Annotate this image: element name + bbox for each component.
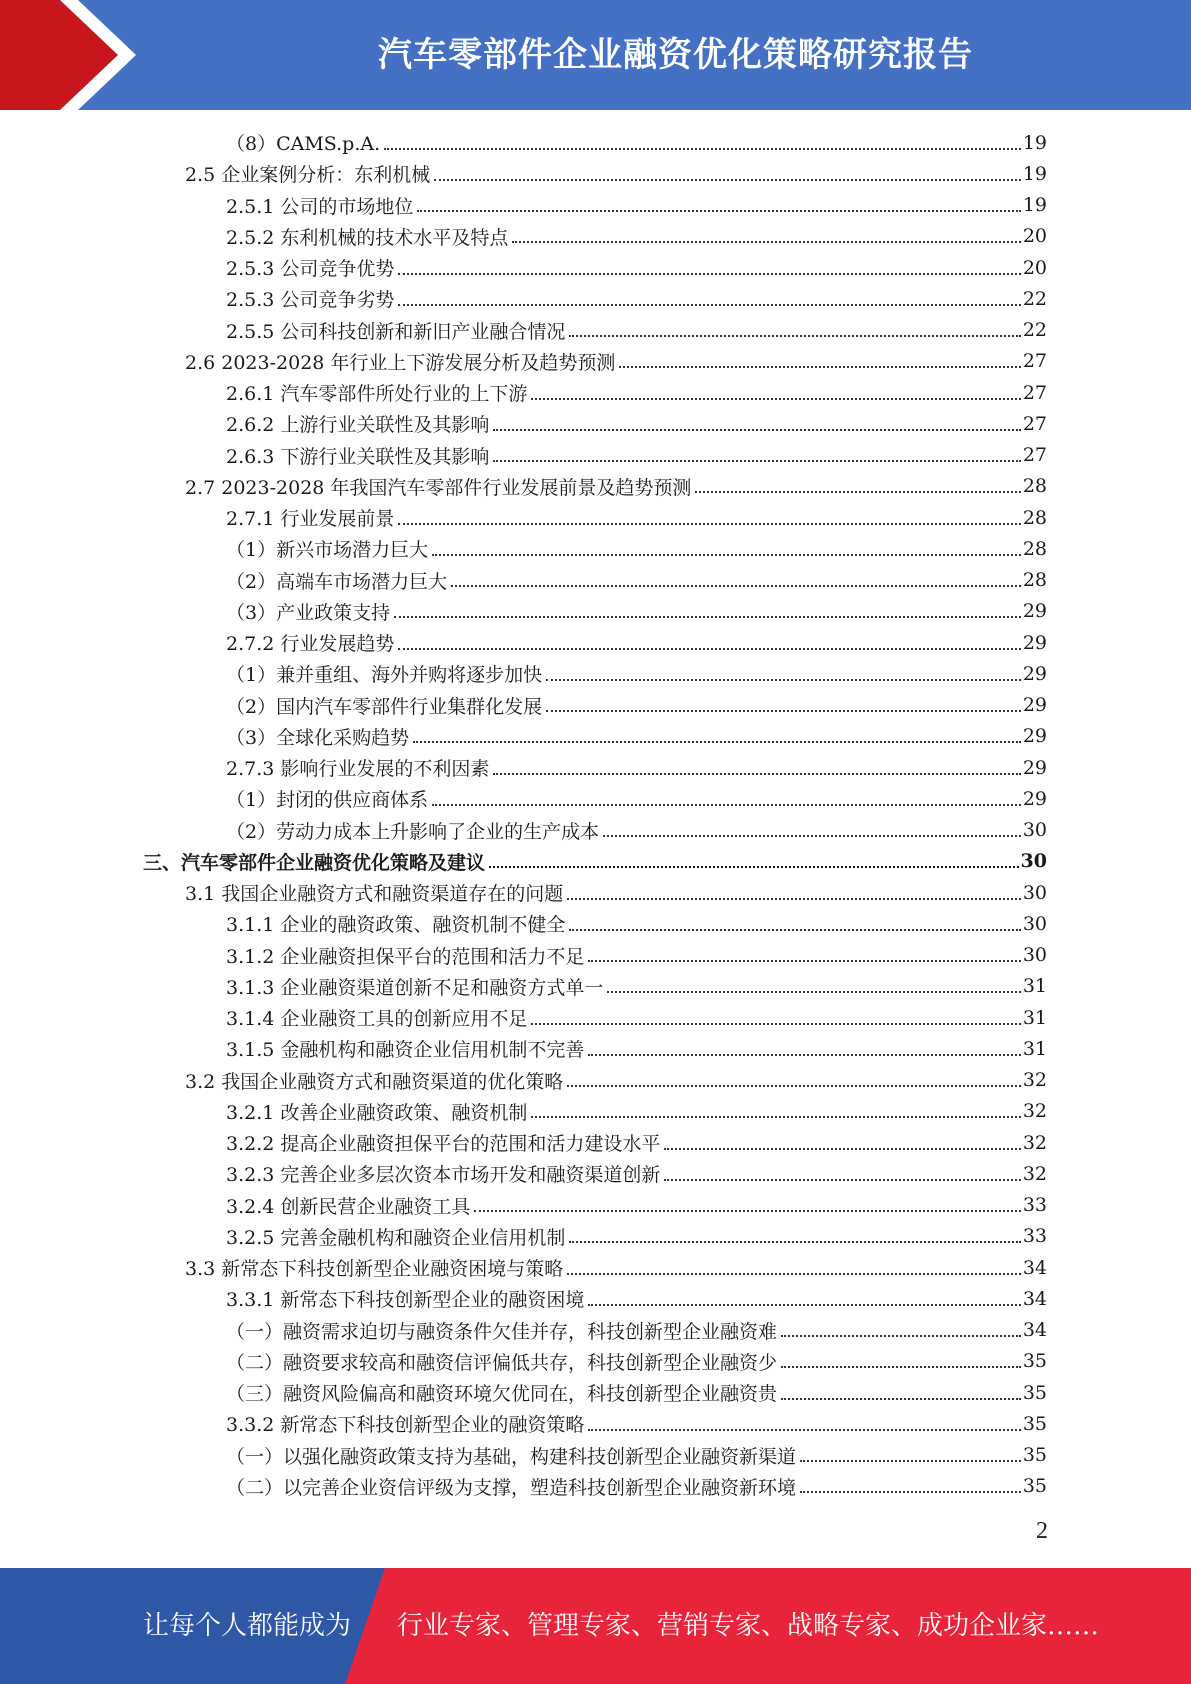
toc-entry[interactable] <box>226 408 1047 439</box>
toc-dot-leader <box>413 741 1021 743</box>
toc-dot-leader <box>567 898 1021 900</box>
toc-dot-leader <box>546 679 1021 681</box>
toc-dot-leader <box>493 429 1020 431</box>
toc-entry[interactable] <box>226 127 1047 158</box>
toc-dot-leader <box>588 960 1020 962</box>
toc-entry-title: 3.2.4 创新民营企业融资工具 <box>226 1195 471 1218</box>
toc-entry[interactable] <box>226 1190 1047 1221</box>
page-header <box>0 0 1191 110</box>
toc-entry[interactable] <box>226 752 1047 783</box>
toc-dot-leader <box>603 835 1021 837</box>
toc-entry-page: 34 <box>1022 1319 1047 1341</box>
toc-entry-page: 30 <box>1022 819 1047 841</box>
toc-entry[interactable] <box>226 658 1047 689</box>
toc-entry-title: （一）以强化融资政策支持为基础，构建科技创新型企业融资新渠道 <box>226 1445 797 1468</box>
toc-entry[interactable] <box>226 221 1047 252</box>
toc-entry-title: 3.1.4 企业融资工具的创新应用不足 <box>226 1008 528 1030</box>
toc-entry-page: 33 <box>1022 1225 1047 1248</box>
toc-entry-page: 30 <box>1022 881 1047 904</box>
toc-entry-title: （8）CAMS.p.A. <box>226 133 381 155</box>
toc-entry[interactable] <box>226 533 1047 564</box>
toc-dot-leader <box>664 1148 1020 1150</box>
toc-entry-page: 27 <box>1022 444 1047 466</box>
toc-entry[interactable] <box>226 721 1047 752</box>
footer-slogan-right: 行业专家、管理专家、营销专家、战略专家、成功企业家…… <box>397 1611 1100 1641</box>
toc-dot-leader <box>664 1179 1020 1181</box>
toc-entry-page: 29 <box>1022 662 1047 685</box>
toc-entry-page: 35 <box>1022 1412 1047 1435</box>
toc-entry[interactable] <box>226 627 1047 658</box>
toc-entry-title: 三、汽车零部件企业融资优化策略及建议 <box>143 851 486 874</box>
toc-entry-title: （3）产业政策支持 <box>226 601 391 624</box>
toc-dot-leader <box>434 179 1021 181</box>
toc-entry[interactable] <box>226 596 1047 627</box>
toc-dot-leader <box>800 1460 1021 1462</box>
toc-dot-leader <box>474 1210 1020 1212</box>
toc-entry[interactable] <box>226 815 1047 846</box>
toc-dot-leader <box>781 1398 1021 1400</box>
toc-entry-title: （2）高端车市场潜力巨大 <box>226 570 448 593</box>
toc-entry-page: 27 <box>1022 412 1047 435</box>
toc-entry-page: 29 <box>1022 631 1047 654</box>
toc-entry-page: 32 <box>1022 1131 1047 1154</box>
toc-entry[interactable] <box>226 783 1047 814</box>
toc-entry-page: 31 <box>1022 975 1047 998</box>
toc-entry[interactable] <box>185 346 1047 377</box>
toc-entry[interactable] <box>226 1221 1047 1252</box>
toc-entry-page: 28 <box>1022 506 1047 529</box>
toc-entry-title: 2.6.3 下游行业关联性及其影响 <box>226 445 490 468</box>
toc-entry-title: 2.5.1 公司的市场地位 <box>226 195 414 218</box>
toc-entry-page: 22 <box>1022 287 1047 310</box>
toc-dot-leader <box>569 929 1020 931</box>
toc-entry-page: 29 <box>1022 787 1047 810</box>
toc-entry-page: 31 <box>1022 1037 1047 1060</box>
toc-entry-page: 32 <box>1022 1100 1047 1123</box>
toc-entry[interactable] <box>226 565 1047 596</box>
toc-dot-leader <box>800 1491 1021 1493</box>
toc-entry-page: 29 <box>1022 725 1047 748</box>
toc-dot-leader <box>546 710 1021 712</box>
toc-entry[interactable] <box>185 1065 1047 1096</box>
toc-entry-title: 2.5 企业案例分析：东利机械 <box>185 164 431 187</box>
toc-entry-title: 2.5.3 公司竞争优势 <box>226 258 395 280</box>
toc-entry[interactable] <box>226 1315 1047 1346</box>
toc-dot-leader <box>384 148 1021 150</box>
toc-entry-page: 33 <box>1022 1194 1047 1216</box>
toc-entry-page: 30 <box>1020 850 1047 873</box>
toc-entry[interactable] <box>226 1283 1047 1314</box>
toc-entry-title: 3.3 新常态下科技创新型企业融资困境与策略 <box>185 1258 564 1280</box>
toc-entry-title: 3.2.1 改善企业融资政策、融资机制 <box>226 1101 528 1124</box>
toc-entry-title: （2）国内汽车零部件行业集群化发展 <box>226 695 543 718</box>
toc-entry-title: （三）融资风险偏高和融资环境欠优同在，科技创新型企业融资贵 <box>226 1383 778 1405</box>
toc-entry[interactable] <box>226 1346 1047 1377</box>
toc-entry-page: 20 <box>1022 225 1047 248</box>
toc-entry-page: 28 <box>1022 537 1047 560</box>
toc-dot-leader <box>607 991 1020 993</box>
toc-entry-title: （2）劳动力成本上升影响了企业的生产成本 <box>226 820 600 843</box>
toc-dot-leader <box>781 1366 1021 1368</box>
toc-dot-leader <box>567 1273 1021 1275</box>
toc-entry-title: 3.1.5 金融机构和融资企业信用机制不完善 <box>226 1039 585 1062</box>
toc-entry-title: 2.6.1 汽车零部件所处行业的上下游 <box>226 383 528 405</box>
toc-entry-page: 32 <box>1022 1069 1047 1091</box>
toc-entry-page: 28 <box>1022 569 1047 591</box>
page-footer <box>0 1568 1191 1684</box>
page-number: 2 <box>1036 1518 1048 1544</box>
toc-entry-title: （1）兼并重组、海外并购将逐步加快 <box>226 664 543 687</box>
toc-entry[interactable] <box>226 315 1047 346</box>
toc-entry[interactable] <box>226 252 1047 283</box>
toc-entry[interactable] <box>226 1440 1047 1471</box>
toc-entry[interactable] <box>185 158 1047 189</box>
toc-entry-page: 30 <box>1022 912 1047 935</box>
toc-entry-page: 19 <box>1022 131 1047 154</box>
toc-dot-leader <box>493 460 1020 462</box>
toc-dot-leader <box>398 273 1020 275</box>
toc-dot-leader <box>567 1085 1021 1087</box>
toc-entry-title: （1）封闭的供应商体系 <box>226 789 429 812</box>
toc-entry-title: 2.7.1 行业发展前景 <box>226 508 395 530</box>
toc-entry[interactable] <box>226 283 1047 314</box>
toc-entry-title: （二）以完善企业资信评级为支撑，塑造科技创新型企业融资新环境 <box>226 1476 797 1499</box>
toc-entry[interactable] <box>185 877 1047 908</box>
toc-dot-leader <box>531 1116 1020 1118</box>
toc-dot-leader <box>588 1429 1020 1431</box>
toc-entry[interactable] <box>226 1033 1047 1064</box>
toc-entry-page: 27 <box>1022 350 1047 373</box>
toc-entry-page: 35 <box>1022 1381 1047 1404</box>
toc-entry[interactable] <box>226 690 1047 721</box>
header-title: 汽车零部件企业融资优化策略研究报告 <box>378 35 973 75</box>
toc-entry-page: 29 <box>1022 694 1047 716</box>
toc-dot-leader <box>695 491 1020 493</box>
toc-dot-leader <box>398 304 1020 306</box>
toc-entry-title: 2.7.3 影响行业发展的不利因素 <box>226 758 490 780</box>
toc-entry-title: 2.5.5 公司科技创新和新旧产业融合情况 <box>226 320 566 343</box>
toc-dot-leader <box>489 866 1019 868</box>
toc-dot-leader <box>588 1304 1020 1306</box>
toc-entry-title: 2.7 2023-2028 年我国汽车零部件行业发展前景及趋势预测 <box>185 476 692 499</box>
toc-entry-page: 30 <box>1022 944 1047 966</box>
toc-entry-page: 34 <box>1022 1256 1047 1279</box>
toc-entry-page: 19 <box>1022 194 1047 216</box>
toc-dot-leader <box>531 1023 1020 1025</box>
toc-entry[interactable] <box>185 471 1047 502</box>
toc-entry[interactable] <box>185 1252 1047 1283</box>
toc-entry-page: 35 <box>1022 1350 1047 1373</box>
toc-entry-title: 3.2 我国企业融资方式和融资渠道的优化策略 <box>185 1070 564 1093</box>
toc-entry-title: （一）融资需求迫切与融资条件欠佳并存，科技创新型企业融资难 <box>226 1320 778 1343</box>
toc-dot-leader <box>493 773 1020 775</box>
toc-entry-page: 28 <box>1022 475 1047 498</box>
toc-entry-title: 2.6.2 上游行业关联性及其影响 <box>226 414 490 437</box>
toc-entry-title: 3.2.5 完善金融机构和融资企业信用机制 <box>226 1226 566 1249</box>
toc-entry-page: 35 <box>1022 1475 1047 1498</box>
toc-entry[interactable] <box>226 1096 1047 1127</box>
toc-entry-page: 29 <box>1022 756 1047 779</box>
footer-slogan-left: 让每个人都能成为 <box>143 1611 352 1641</box>
toc-entry-page: 29 <box>1022 600 1047 623</box>
toc-entry-title: 3.1.2 企业融资担保平台的范围和活力不足 <box>226 945 585 968</box>
toc-entry[interactable] <box>226 377 1047 408</box>
toc-entry[interactable] <box>226 1377 1047 1408</box>
toc-entry[interactable] <box>226 1158 1047 1189</box>
toc-entry-page: 20 <box>1022 256 1047 279</box>
toc-entry-title: 3.3.2 新常态下科技创新型企业的融资策略 <box>226 1414 585 1437</box>
toc-dot-leader <box>394 616 1021 618</box>
toc-dot-leader <box>569 1241 1020 1243</box>
toc-entry-title: 2.5.3 公司竞争劣势 <box>226 289 395 312</box>
toc-dot-leader <box>451 585 1021 587</box>
toc-entry[interactable] <box>143 846 1047 877</box>
toc-entry-page: 22 <box>1022 319 1047 341</box>
toc-entry-title: 3.2.3 完善企业多层次资本市场开发和融资渠道创新 <box>226 1164 661 1187</box>
toc-entry-page: 31 <box>1022 1006 1047 1029</box>
toc-dot-leader <box>417 210 1020 212</box>
toc-entry-page: 34 <box>1022 1287 1047 1310</box>
toc-dot-leader <box>619 366 1020 368</box>
toc-dot-leader <box>569 335 1020 337</box>
toc-entry-page: 19 <box>1022 162 1047 185</box>
toc-entry[interactable] <box>226 440 1047 471</box>
toc-entry[interactable] <box>226 940 1047 971</box>
toc-entry[interactable] <box>226 1471 1047 1502</box>
toc-entry-title: 3.1.3 企业融资渠道创新不足和融资方式单一 <box>226 976 604 999</box>
toc-dot-leader <box>432 554 1021 556</box>
toc-entry-title: 2.6 2023-2028 年行业上下游发展分析及趋势预测 <box>185 351 616 374</box>
toc-entry-title: 2.5.2 东利机械的技术水平及特点 <box>226 226 509 249</box>
toc-entry[interactable] <box>226 1002 1047 1033</box>
toc-entry-title: （1）新兴市场潜力巨大 <box>226 539 429 562</box>
header-chevron-decoration <box>0 0 150 110</box>
toc-entry-title: 2.7.2 行业发展趋势 <box>226 633 395 655</box>
toc-entry[interactable] <box>226 190 1047 221</box>
toc-entry[interactable] <box>226 908 1047 939</box>
toc-dot-leader <box>588 1054 1020 1056</box>
toc-dot-leader <box>512 241 1020 243</box>
toc-entry[interactable] <box>226 1408 1047 1439</box>
toc-entry[interactable] <box>226 1127 1047 1158</box>
toc-entry-title: 3.2.2 提高企业融资担保平台的范围和活力建设水平 <box>226 1133 661 1155</box>
toc-dot-leader <box>781 1335 1021 1337</box>
toc-dot-leader <box>398 648 1020 650</box>
toc-entry[interactable] <box>226 502 1047 533</box>
toc-entry[interactable] <box>226 971 1047 1002</box>
toc-entry-page: 32 <box>1022 1162 1047 1185</box>
toc-entry-title: 3.1.1 企业的融资政策、融资机制不健全 <box>226 914 566 937</box>
toc-entry-title: 3.1 我国企业融资方式和融资渠道存在的问题 <box>185 883 564 905</box>
toc-entry-page: 27 <box>1022 381 1047 404</box>
toc-dot-leader <box>432 804 1021 806</box>
toc-dot-leader <box>531 398 1020 400</box>
toc-entry-page: 35 <box>1022 1444 1047 1466</box>
toc-entry-title: （二）融资要求较高和融资信评偏低共存，科技创新型企业融资少 <box>226 1351 778 1374</box>
toc-entry-title: 3.3.1 新常态下科技创新型企业的融资困境 <box>226 1289 585 1312</box>
toc-dot-leader <box>398 523 1020 525</box>
toc-entry-title: （3）全球化采购趋势 <box>226 726 410 749</box>
